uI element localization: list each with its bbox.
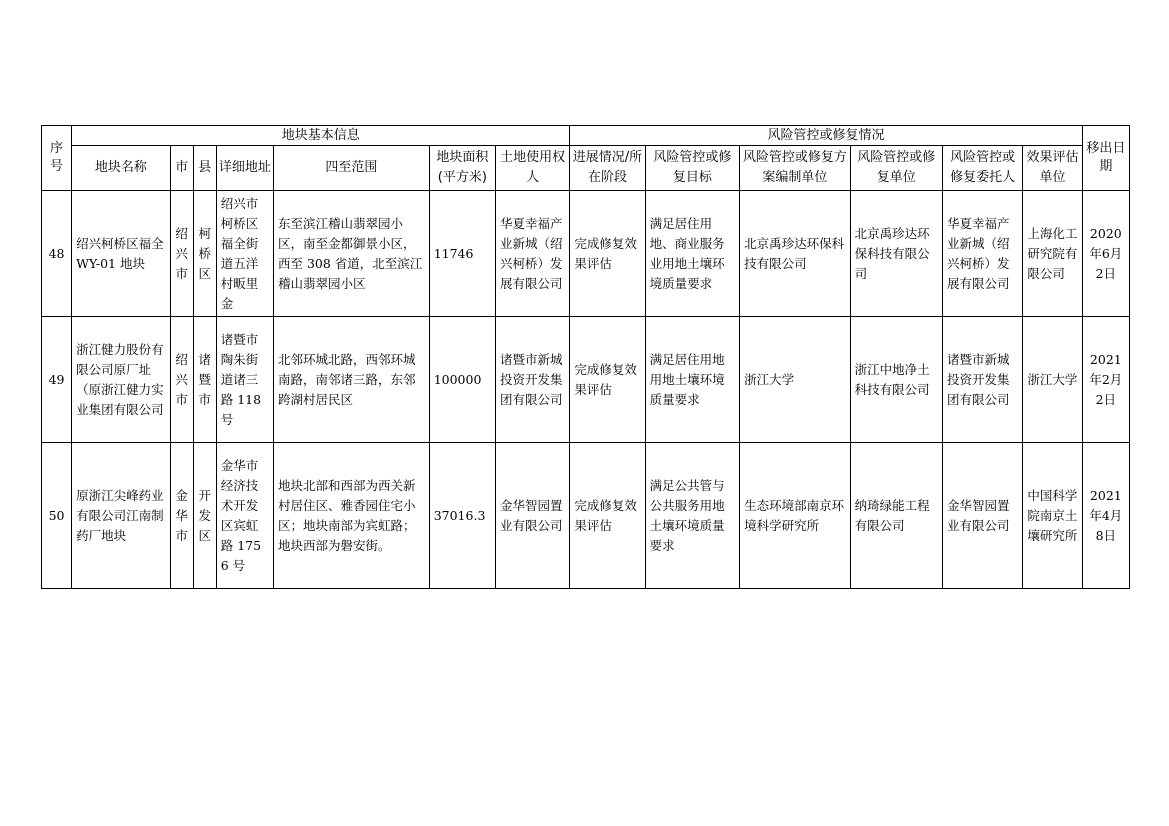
cell-plan-unit: 生态环境部南京环境科学研究所 <box>740 443 851 589</box>
header-boundary: 四至范围 <box>274 146 430 191</box>
cell-address: 诸暨市陶朱街道诸三路 118 号 <box>216 317 273 443</box>
cell-land-user: 诸暨市新城投资开发集团有限公司 <box>496 317 570 443</box>
cell-date: 2021年2月2日 <box>1082 317 1129 443</box>
cell-client: 诸暨市新城投资开发集团有限公司 <box>942 317 1022 443</box>
header-area: 地块面积(平方米) <box>429 146 495 191</box>
header-land-user: 土地使用权人 <box>496 146 570 191</box>
cell-county: 诸暨市 <box>193 317 216 443</box>
header-removal-date: 移出日期 <box>1082 126 1129 191</box>
header-row-group <box>42 126 1130 146</box>
cell-seq: 48 <box>42 191 72 317</box>
cell-area: 11746 <box>429 191 495 317</box>
cell-repair-unit: 北京禹珍达环保科技有限公司 <box>850 191 942 317</box>
cell-client: 华夏幸福产业新城（绍兴柯桥）发展有限公司 <box>942 191 1022 317</box>
header-progress: 进展情况/所在阶段 <box>570 146 645 191</box>
header-client: 风险管控或修复委托人 <box>942 146 1022 191</box>
header-city: 市 <box>170 146 193 191</box>
cell-name: 浙江健力股份有限公司原厂址（原浙江健力实业集团有限公司 <box>72 317 170 443</box>
cell-progress: 完成修复效果评估 <box>570 443 645 589</box>
header-name: 地块名称 <box>72 146 170 191</box>
header-repair-unit: 风险管控或修复单位 <box>850 146 942 191</box>
cell-repair-unit: 纳琦绿能工程有限公司 <box>850 443 942 589</box>
cell-plan-unit: 浙江大学 <box>740 317 851 443</box>
cell-address: 金华市经济技术开发区宾虹路 1756 号 <box>216 443 273 589</box>
cell-city: 金华市 <box>170 443 193 589</box>
cell-boundary: 地块北部和西部为西关新村居住区、雅香园住宅小区；地块南部为宾虹路；地块西部为磐安街。 <box>274 443 430 589</box>
header-address: 详细地址 <box>216 146 273 191</box>
cell-repair-unit: 浙江中地净土科技有限公司 <box>850 317 942 443</box>
cell-eval-unit: 中国科学院南京土壤研究所 <box>1023 443 1082 589</box>
table-row <box>42 191 1130 317</box>
cell-land-user: 金华智园置业有限公司 <box>496 443 570 589</box>
header-seq: 序号 <box>42 126 72 191</box>
cell-city: 绍兴市 <box>170 317 193 443</box>
cell-target: 满足居住用地用地土壤环境质量要求 <box>645 317 739 443</box>
cell-area: 100000 <box>429 317 495 443</box>
cell-name: 原浙江尖峰药业有限公司江南制药厂地块 <box>72 443 170 589</box>
cell-client: 金华智园置业有限公司 <box>942 443 1022 589</box>
cell-county: 柯桥区 <box>193 191 216 317</box>
cell-seq: 50 <box>42 443 72 589</box>
header-county: 县 <box>193 146 216 191</box>
cell-date: 2021年4月8日 <box>1082 443 1129 589</box>
site-table <box>41 125 1130 589</box>
cell-name: 绍兴柯桥区福全 WY-01 地块 <box>72 191 170 317</box>
cell-address: 绍兴市柯桥区福全街道五洋村畈里金 <box>216 191 273 317</box>
cell-progress: 完成修复效果评估 <box>570 317 645 443</box>
table-row <box>42 443 1130 589</box>
cell-city: 绍兴市 <box>170 191 193 317</box>
cell-date: 2020年6月2日 <box>1082 191 1129 317</box>
header-plan-unit: 风险管控或修复方案编制单位 <box>740 146 851 191</box>
cell-plan-unit: 北京禹珍达环保科技有限公司 <box>740 191 851 317</box>
cell-boundary: 东至滨江稽山翡翠园小区，南至金都御景小区，西至 308 省道，北至滨江稽山翡翠园小区 <box>274 191 430 317</box>
header-row-columns <box>42 146 1130 191</box>
cell-area: 37016.3 <box>429 443 495 589</box>
cell-county: 开发区 <box>193 443 216 589</box>
cell-seq: 49 <box>42 317 72 443</box>
header-group-basic: 地块基本信息 <box>72 126 570 146</box>
cell-target: 满足居住用地、商业服务业用地土壤环境质量要求 <box>645 191 739 317</box>
header-group-risk: 风险管控或修复情况 <box>570 126 1082 146</box>
cell-target: 满足公共管与公共服务用地土壤环境质量要求 <box>645 443 739 589</box>
cell-boundary: 北邻环城北路，西邻环城南路，南邻诸三路，东邻跨湖村居民区 <box>274 317 430 443</box>
cell-eval-unit: 上海化工研究院有限公司 <box>1023 191 1082 317</box>
header-eval-unit: 效果评估单位 <box>1023 146 1082 191</box>
cell-eval-unit: 浙江大学 <box>1023 317 1082 443</box>
table-row <box>42 317 1130 443</box>
header-target: 风险管控或修复目标 <box>645 146 739 191</box>
cell-progress: 完成修复效果评估 <box>570 191 645 317</box>
cell-land-user: 华夏幸福产业新城（绍兴柯桥）发展有限公司 <box>496 191 570 317</box>
